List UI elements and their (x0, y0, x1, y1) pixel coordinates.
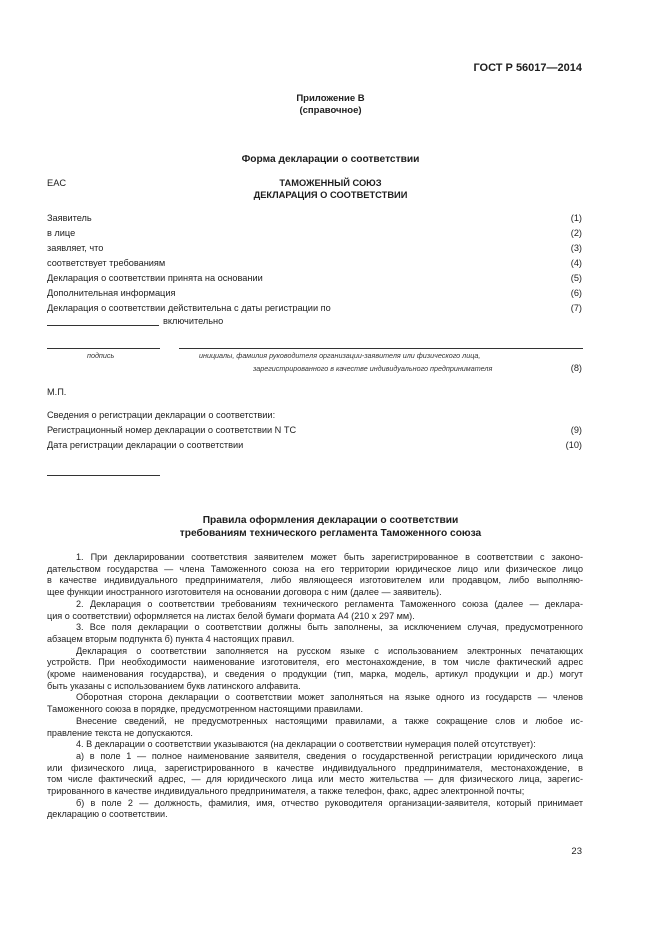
initials-caption-line-2: зарегистрированного в качестве индивидуального предпринимателя (253, 364, 493, 373)
field-requirements (47, 258, 582, 271)
paragraph-line: в качестве индивидуального предпринимателя, либо являющееся изготовителем или продавцом, либо выполняю- (47, 575, 583, 586)
stamp-placeholder: М.П. (47, 387, 67, 397)
divider-line (47, 475, 160, 476)
standard-number: ГОСТ Р 56017—2014 (473, 62, 582, 74)
field-label: Заявитель (47, 213, 92, 223)
field-number: (3) (570, 243, 582, 253)
paragraph-line: декларацию о соответствии. (47, 809, 168, 820)
paragraph-line: устройств. При необходимости наименование изготовителя, его местонахождение, в том числе фактический адрес (47, 657, 583, 668)
field-number: (2) (570, 228, 582, 238)
paragraph-line: 4. В декларации о соответствии указываются (на декларации о соответствии нумерация полей отсутствует): (76, 739, 536, 750)
initials-line (179, 348, 583, 349)
field-label: соответствует требованиям (47, 258, 166, 268)
field-label: Декларация о соответствии принята на основании (47, 273, 263, 283)
paragraph-line: правление текста не допускаются. (47, 727, 193, 738)
field-label: в лице (47, 228, 76, 238)
paragraph-line: Таможенного союза в порядке, предусмотренном настоящими правилами. (47, 704, 364, 715)
signature-line (47, 348, 160, 349)
paragraph-line: том числе фактический адрес, — для юридического лица или место жительства — для физического лица, зарегис- (47, 774, 583, 785)
page-number: 23 (571, 846, 582, 857)
customs-union-heading: ТАМОЖЕННЫЙ СОЮЗ (279, 178, 382, 188)
paragraph-line: 2. Декларация о соответствии требованиям технического регламента Таможенного союза (далее — деклара- (76, 598, 583, 609)
field-label: Дополнительная информация (47, 288, 176, 298)
field-declares (47, 243, 582, 256)
rules-title-line-1: Правила оформления декларации о соответствии (202, 515, 459, 526)
paragraph-line: дательством государства — члена Таможенного союза на его территории юридическое лицо или физическое лицо (47, 563, 583, 574)
registration-heading: Сведения о регистрации декларации о соответствии: (47, 410, 276, 420)
inclusive-label: включительно (163, 316, 224, 326)
paragraph-line: (кроме наименования государства), и сведения о продукции (тип, марка, модель, артикул продукции и др.) могут (47, 669, 583, 680)
field-number: (8) (570, 363, 582, 373)
paragraph-line: трированного в качестве индивидуального предпринимателя, а также телефон, факс, адрес электронной почты; (47, 786, 525, 797)
paragraph-line: Внесение сведений, не предусмотренных настоящими правилами, а также сокращение слов и любое ис- (76, 715, 583, 726)
paragraph-line: абзацем вторым подпункта б) пункта 4 настоящих правил. (47, 633, 295, 644)
field-applicant (47, 213, 582, 226)
declaration-heading: ДЕКЛАРАЦИЯ О СООТВЕТСТВИИ (253, 190, 408, 200)
field-basis (47, 273, 582, 286)
field-label: Дата регистрации декларации о соответствии (47, 440, 244, 450)
field-registration-date (47, 440, 582, 453)
paragraph-line: 3. Все поля декларации о соответствии должны быть заполнены, за исключением случая, предусмотренного (76, 622, 583, 633)
signature-caption: подпись (87, 351, 115, 360)
appendix-subtitle: (справочное) (299, 105, 362, 116)
field-representative (47, 228, 582, 241)
field-label: заявляет, что (47, 243, 104, 253)
field-number: (4) (570, 258, 582, 268)
field-number: (7) (570, 303, 582, 313)
field-validity (47, 303, 582, 316)
paragraph-line: б) в поле 2 — должность, фамилия, имя, отчество руководителя организации-заявителя, который принимает (76, 797, 583, 808)
field-number: (5) (570, 273, 582, 283)
form-title: Форма декларации о соответствии (241, 154, 420, 165)
field-additional-info (47, 288, 582, 301)
field-label: Декларация о соответствии действительна с даты регистрации по (47, 303, 331, 313)
paragraph-line: Оборотная сторона декларации о соответствии может заполняться на языке одного из государств — членов (76, 692, 583, 703)
validity-date-line (47, 325, 159, 326)
field-number: (9) (570, 425, 582, 435)
field-registration-number (47, 425, 582, 438)
paragraph-line: 1. При декларировании соответствия заявителем может быть зарегистрированное в соответствии с законо- (76, 552, 583, 562)
field-number: (10) (565, 440, 582, 450)
paragraph-line: Декларация о соответствии заполняется на русском языке с использованием электронных печатающих (76, 645, 583, 656)
rules-title-line-2: требованиям технического регламента Таможенного союза (179, 528, 482, 539)
paragraph-line: или физического лица, зарегистрированного в качестве индивидуального предпринимателя, местонахождение, в (47, 762, 583, 773)
paragraph-line: а) в поле 1 — полное наименование заявителя, сведения о государственной регистрации юридического лица (76, 750, 583, 761)
field-number: (1) (570, 213, 582, 223)
appendix-title: Приложение В (296, 93, 365, 104)
paragraph-line: щее функции иностранного изготовителя на основании договора с ним (далее — заявитель). (47, 587, 442, 598)
rules-body (47, 552, 583, 821)
paragraph-line: ция о соответствии) оформляется на листах белой бумаги формата А4 (210 x 297 мм). (47, 610, 415, 621)
initials-caption-line-1: инициалы, фамилия руководителя организации-заявителя или физического лица, (199, 351, 481, 360)
eac-mark: EAC (47, 178, 67, 188)
paragraph-line: быть указаны с использованием букв латинского алфавита. (47, 680, 301, 691)
field-label: Регистрационный номер декларации о соответствии N ТС (47, 425, 297, 435)
field-number: (6) (570, 288, 582, 298)
